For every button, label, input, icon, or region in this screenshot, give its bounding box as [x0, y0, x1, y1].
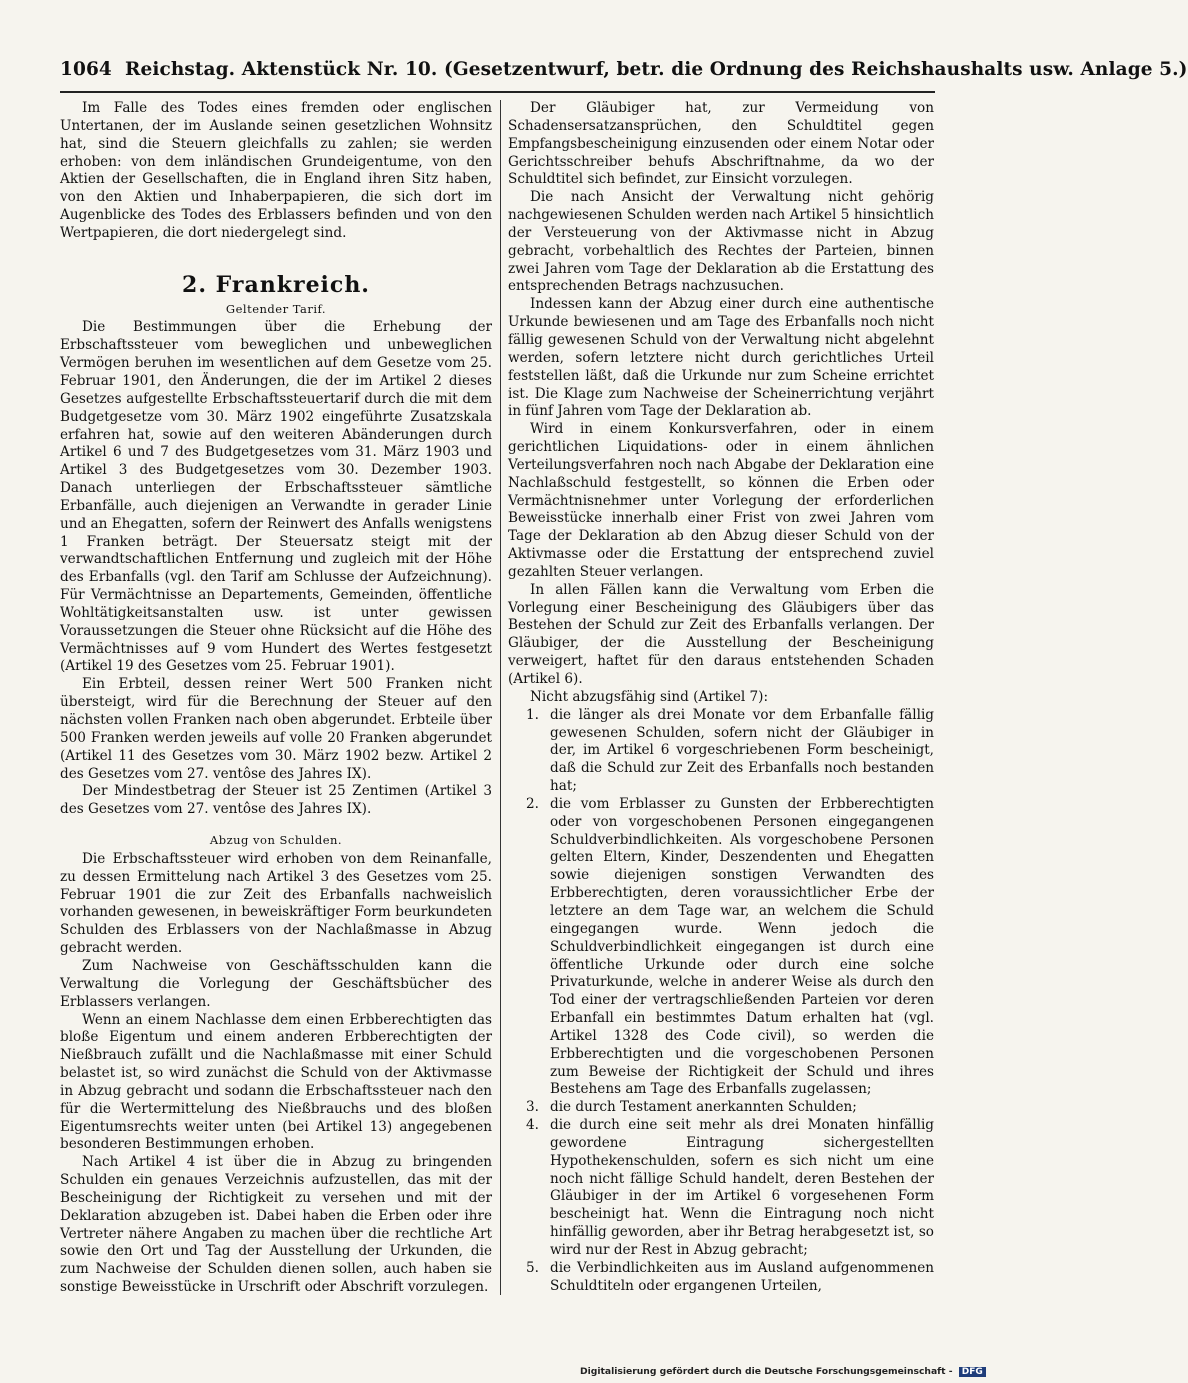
list-item-number: 5. [526, 1259, 539, 1276]
subheading: Abzug von Schulden. [209, 833, 343, 848]
header-rule [60, 91, 935, 93]
header-title: Reichstag. Aktenstück Nr. 10. (Gesetzentwurf, betr. die Ordnung des Reichshaushalts usw. Anlage 5.) [124, 59, 1188, 80]
right-column [508, 100, 934, 1296]
list-intro: Nicht abzugsfähig sind (Artikel 7): [530, 688, 769, 705]
list-item-text: die länger als drei Monate vor dem Erbanfalle fällig gewesenen Schulden, sofern nicht der Gläubiger in der, im Artikel 6 vorgeschriebenen Form bescheinigt, daß die Schuld zur Zeit des Erbanfalls noch bestanden hat; [550, 706, 934, 795]
paragraph: Im Falle des Todes eines fremden oder englischen Untertanen, der im Auslande seinen gesetzlichen Wohnsitz hat, sind die Steuern gleichfalls zu zahlen; sie werden erhoben: von dem inländischen Grundeigentume, von den Aktien der Gesellschaften, die in England ihren Sitz haben, von den Aktien und Inhaberpapieren, die sich dort im Augenblicke des Todes des Erblassers befinden und von den Wertpapieren, die dort niedergelegt sind. [60, 100, 492, 241]
list-item-number: 3. [526, 1099, 539, 1116]
paragraph: Zum Nachweise von Geschäftsschulden kann die Verwaltung die Vorlegung der Geschäftsbücher des Erblassers verlangen. [60, 957, 492, 1010]
page-header [60, 59, 1188, 89]
list-item-text: die Verbindlichkeiten aus im Ausland aufgenommenen Schuldtiteln oder ergangenen Urteilen, [550, 1259, 934, 1294]
list-item-number: 1. [526, 706, 539, 723]
paragraph: Der Gläubiger hat, zur Vermeidung von Schadensersatzansprüchen, den Schuldtitel gegen Empfangsbescheinigung einzusenden oder einem Notar oder Gerichtsschreiber behufs Abschriftnahme, da wo der Schuldtitel sich befindet, zur Einsicht vorzulegen. [508, 100, 934, 188]
paragraph: Die Erbschaftssteuer wird erhoben von dem Reinanfalle, zu dessen Ermittelung nach Artikel 3 des Gesetzes vom 25. Februar 1901 die zur Zeit des Erbanfalls nachweislich vorhanden gewesenen, in beweiskräftiger Form beurkundeten Schulden des Erblassers von der Nachlaßmasse in Abzug gebracht werden. [60, 850, 492, 957]
paragraph: Nach Artikel 4 ist über die in Abzug zu bringenden Schulden ein genaues Verzeichnis aufzustellen, das mit der Bescheinigung der Richtigkeit zu versehen und mit der Deklaration abzugeben ist. Dabei haben die Erben oder ihre Vertreter nähere Angaben zu machen über die rechtliche Art sowie den Ort und Tag der Ausstellung der Urkunden, die zum Nachweise der Schulden dienen sollen, auch haben sie sonstige Beweisstücke in Urschrift oder Abschrift vorzulegen. [60, 1154, 492, 1296]
list-item [508, 1117, 934, 1260]
numbered-list [508, 707, 934, 1296]
list-item-text: die durch eine seit mehr als drei Monaten hinfällig gewordene Eintragung sichergestellten Hypothekenschulden, sofern es sich nicht um eine noch nicht fällige Schuld handelt, deren Bestehen der Gläubiger in der im Artikel 6 vorgesehenen Form bescheinigt hat. Wenn die Eintragung noch nicht hinfällig geworden, aber ihr Betrag herabgesetzt ist, so wird nur der Rest in Abzug gebracht; [550, 1117, 934, 1258]
paragraph: Indessen kann der Abzug einer durch eine authentische Urkunde bewiesenen und am Tage des Erbanfalls noch nicht fällig gewesenen Schuld von der Verwaltung nicht abgelehnt werden, sofern letztere nicht durch gerichtliches Urteil feststellen läßt, daß die Urkunde nur zum Scheine errichtet ist. Die Klage zum Nachweise der Scheinerrichtung verjährt in fünf Jahren vom Tage der Deklaration ab. [508, 296, 934, 420]
list-item-number: 4. [526, 1117, 539, 1134]
page-number: 1064 [60, 59, 112, 80]
left-column [60, 100, 492, 1297]
subheading: Geltender Tarif. [225, 301, 327, 316]
paragraph: Die nach Ansicht der Verwaltung nicht gehörig nachgewiesenen Schulden werden nach Artikel 5 hinsichtlich der Versteuerung von der Aktivmasse nicht in Abzug gebracht, vorbehaltlich des Rechtes der Parteien, binnen zwei Jahren vom Tage der Deklaration ab die Erstattung des entsprechenden Betrags nachzusuchen. [508, 189, 934, 295]
column-divider [500, 100, 501, 1295]
paragraph: In allen Fällen kann die Verwaltung vom Erben die Vorlegung einer Bescheinigung des Gläubigers über das Bestehen der Schuld zur Zeit des Erbanfalls verlangen. Der Gläubiger, der die Ausstellung der Bescheinigung verweigert, haftet für den daraus entstehenden Schaden (Artikel 6). [508, 581, 934, 687]
list-item-number: 2. [526, 795, 539, 812]
paragraph: Wird in einem Konkursverfahren, oder in einem gerichtlichen Liquidations- oder in einem ähnlichen Verteilungsverfahren noch nach Abgabe der Deklaration eine Nachlaßschuld festgestellt, so können die Erben oder Vermächtnisnehmer unter Vorlegung der erforderlichen Beweisstücke innerhalb einer Frist von zwei Jahren vom Tage der Deklaration ab den Abzug dieser Schuld von der Aktivmasse oder die Erstattung der entsprechend zuviel gezahlten Steuer verlangen. [508, 421, 934, 580]
list-item [508, 796, 934, 1099]
paragraph: Der Mindestbetrag der Steuer ist 25 Zentimen (Artikel 3 des Gesetzes vom 27. ventôse des Jahres IX). [60, 783, 492, 818]
list-item [508, 1099, 934, 1117]
digitization-footer [580, 1366, 986, 1377]
paragraph: Wenn an einem Nachlasse dem einen Erbberechtigten das bloße Eigentum und einem anderen Erbberechtigten der Nießbrauch zufällt und die Nachlaßmasse mit einer Schuld belastet ist, so wird zunächst die Schuld von der Aktivmasse in Abzug gebracht und sodann die Erbschaftssteuer nach den für die Wertermittelung des Nießbrauchs und des bloßen Eigentumsrechts weiter unten (bei Artikel 13) angegebenen besonderen Bestimmungen erhoben. [60, 1011, 492, 1153]
paragraph: Ein Erbteil, dessen reiner Wert 500 Franken nicht übersteigt, wird für die Berechnung der Steuer auf den nächsten vollen Franken nach oben abgerundet. Erbteile über 500 Franken werden jeweils auf volle 20 Franken abgerundet (Artikel 11 des Gesetzes vom 30. März 1902 bezw. Artikel 2 des Gesetzes vom 27. ventôse des Jahres IX). [60, 676, 492, 782]
paragraph: Die Bestimmungen über die Erhebung der Erbschaftssteuer vom beweglichen und unbeweglichen Vermögen beruhen im wesentlichen auf dem Gesetze vom 25. Februar 1901, den Änderungen, die der im Artikel 2 dieses Gesetzes aufgestellte Erbschaftssteuertarif durch die mit dem Budgetgesetze vom 30. März 1902 eingeführte Zusatzskala erfahren hat, sowie auf den weiteren Abänderungen durch Artikel 6 und 7 des Budgetgesetzes vom 31. März 1903 und Artikel 3 des Budgetgesetzes vom 30. Dezember 1903. Danach unterliegen der Erbschaftssteuer sämtliche Erbanfälle, auch diejenigen an Verwandte in gerader Linie und an Ehegatten, sofern der Reinwert des Anfalls wenigstens 1 Franken beträgt. Der Steuersatz steigt mit der verwandtschaftlichen Entfernung und zugleich mit der Höhe des Erbanfalls (vgl. den Tarif am Schlusse der Aufzeichnung). Für Vermächtnisse an Departements, Gemeinden, öffentliche Wohltätigkeitsanstalten usw. ist unter gewissen Voraussetzungen die Steuer ohne Rücksicht auf die Höhe des Vermächtnisses auf 9 vom Hundert des Wertes festgesetzt (Artikel 19 des Gesetzes vom 25. Februar 1901). [60, 319, 492, 675]
list-item [508, 707, 934, 796]
footer-text: Digitalisierung gefördert durch die Deutsche Forschungsgemeinschaft - [580, 1366, 953, 1377]
dfg-logo-icon: DFG [959, 1367, 986, 1377]
section-title: 2. Frankreich. [182, 271, 370, 298]
list-item-text: die durch Testament anerkannten Schulden; [550, 1099, 857, 1116]
list-item [508, 1260, 934, 1296]
list-item-text: die vom Erblasser zu Gunsten der Erbberechtigten oder von vorgeschobenen Personen eingegangenen Schuldverbindlichkeiten. Als vorgeschobene Personen gelten Eltern, Kinder, Deszendenten und Ehegatten sowie diejenigen sonstigen Verwandten des Erbberechtigten, deren voraussichtlicher Erbe der letztere an dem Tage war, an welchem die Schuld eingegangen wurde. Wenn jedoch die Schuldverbindlichkeit eingegangen ist durch eine öffentliche Urkunde oder durch eine solche Privaturkunde, welche in anderer Weise als durch den Tod einer der vertragschließenden Parteien vor deren Erbanfall ein bestimmtes Datum erhalten hat (vgl. Artikel 1328 des Code civil), so werden die Erbberechtigten und die vorgeschobenen Personen zum Beweise der Richtigkeit der Schuld und ihres Bestehens am Tage des Erbanfalls zugelassen; [550, 795, 934, 1098]
